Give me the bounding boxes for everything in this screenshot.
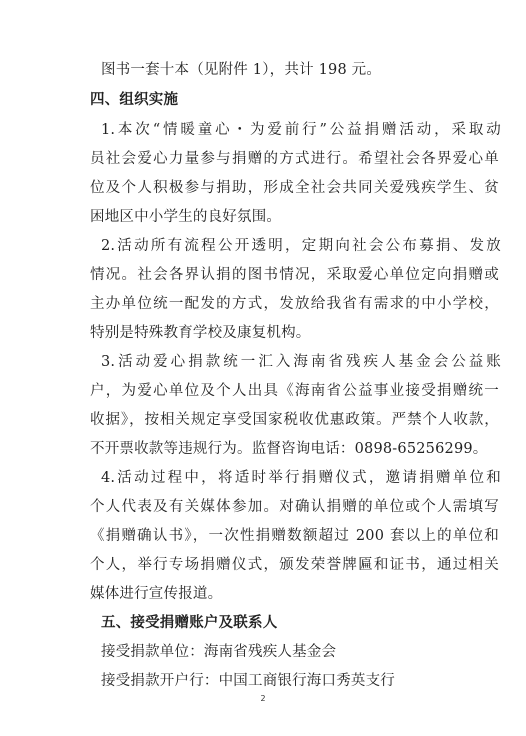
section-heading-5: 五、接受捐赠账户及联系人 [101, 615, 278, 631]
paragraph-4-line: 《捐赠确认书》，一次性捐赠数额超过 200 套以上的单位和 [90, 528, 499, 544]
paragraph-1-line: 1.本次“情暖童心・为爱前行”公益捐赠活动，采取动 [101, 122, 501, 138]
paragraph-4-line: 个人代表及有关媒体参加。对确认捐赠的单位或个人需填写 [90, 499, 499, 515]
paragraph-1-line: 困地区中小学生的良好氛围。 [90, 209, 282, 225]
paragraph-2-line: 主办单位统一配发的方式，发放给我省有需求的中小学校， [90, 296, 499, 312]
paragraph-4-line: 4.活动过程中，将适时举行捐赠仪式，邀请捐赠单位和 [101, 470, 501, 486]
paragraph-2-line: 情况。社会各界认捐的图书情况，采取爱心单位定向捐赠或 [90, 267, 499, 283]
paragraph-1-line: 员社会爱心力量参与捐赠的方式进行。希望社会各界爱心单 [90, 151, 499, 167]
text-line: 图书一套十本（见附件 1），共计 198 元。 [101, 62, 382, 78]
paragraph-4-line: 媒体进行宣传报道。 [90, 586, 223, 602]
account-bank: 接受捐款开户行：中国工商银行海口秀英支行 [101, 673, 395, 689]
paragraph-3-line: 不开票收款等违规行为。监督咨询电话：0898-65256299。 [90, 441, 488, 457]
paragraph-2-line: 2.活动所有流程公开透明，定期向社会公布募捐、发放 [101, 238, 501, 254]
section-heading-4: 四、组织实施 [90, 92, 179, 108]
paragraph-3-line: 户，为爱心单位及个人出具《海南省公益事业接受捐赠统一 [90, 383, 499, 399]
paragraph-3-line: 3.活动爱心捐款统一汇入海南省残疾人基金会公益账 [101, 354, 501, 370]
paragraph-3-line: 收据》，按相关规定享受国家税收优惠政策。严禁个人收款， [90, 412, 499, 428]
paragraph-2-line: 特别是特殊教育学校及康复机构。 [90, 325, 311, 341]
paragraph-4-line: 个人，举行专场捐赠仪式，颁发荣誉牌匾和证书，通过相关 [90, 557, 499, 573]
account-unit: 接受捐款单位：海南省残疾人基金会 [101, 644, 337, 660]
page-number: 2 [260, 694, 266, 703]
paragraph-1-line: 位及个人积极参与捐助，形成全社会共同关爱残疾学生、贫 [90, 180, 499, 196]
